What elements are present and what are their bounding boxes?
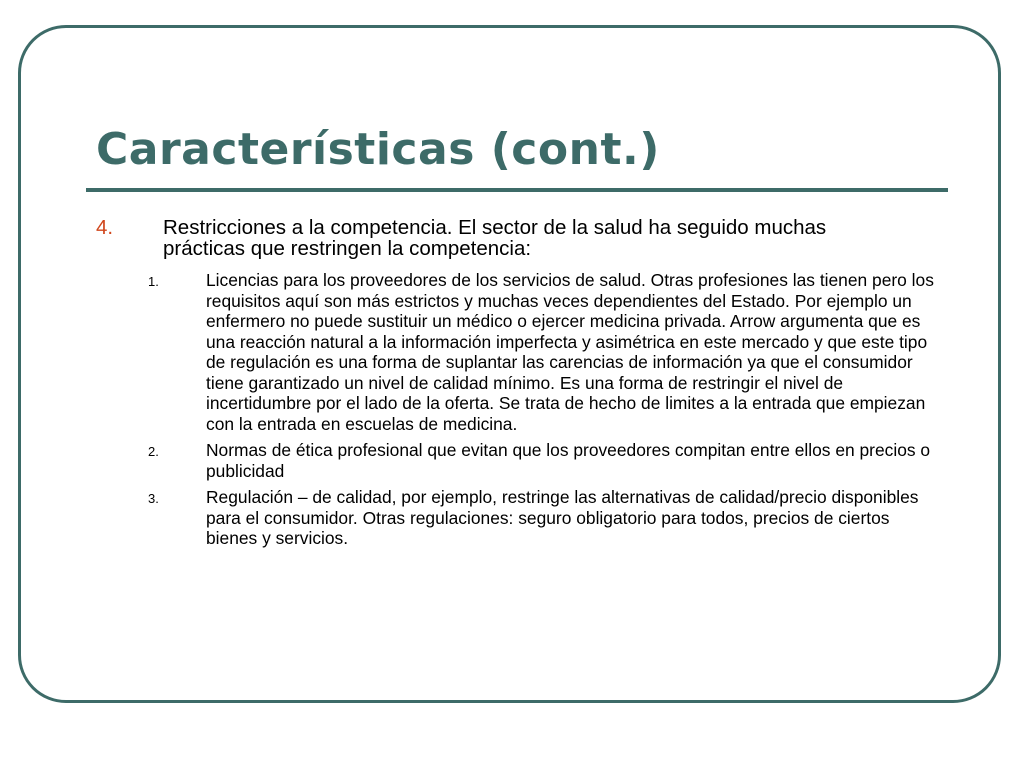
- sub-item-text: Regulación – de calidad, por ejemplo, restringe las alternativas de calidad/precio disponibles para el consumidor. Otras regulaciones: seguro obligatorio para todos, precios de ciertos bienes y servicios.: [206, 487, 919, 548]
- sub-item-number: 1.: [148, 274, 159, 289]
- list-item-text: Restricciones a la competencia. El sector de la salud ha seguido muchas prácticas que restringen la competencia:: [163, 216, 827, 260]
- sub-item-text: Normas de ética profesional que evitan que los proveedores compitan entre ellos en precios o publicidad: [206, 440, 931, 481]
- sub-item-2: [96, 440, 956, 481]
- sub-item-text: Licencias para los proveedores de los servicios de salud. Otras profesiones las tienen pero los requisitos aquí son más estrictos y muchas veces dependientes del Estado. Por ejemplo un enfermero no puede sustituir un médico o ejercer medicina privada. Arrow argumenta que es una reacción natural a la información imperfecta y asimétrica en este mercado y que este tipo de regulación es una forma de suplantar las carencias de información ya que el consumidor tiene garantizado un nivel de calidad mínimo. Es una forma de restringir el nivel de incertidumbre por el lado de la oferta. Se trata de hecho de limites a la entrada que empiezan con la entrada en escuelas de medicina.: [206, 270, 934, 434]
- list-item-number: 4.: [96, 216, 114, 239]
- slide-title: Características (cont.): [96, 124, 660, 175]
- list-item-4: [96, 217, 956, 259]
- sub-item-number: 3.: [148, 491, 159, 506]
- sub-item-number: 2.: [148, 444, 159, 459]
- sub-item-3: [96, 487, 956, 549]
- sub-item-1: [96, 270, 956, 434]
- slide-body: [96, 217, 956, 555]
- sub-list: [96, 270, 956, 549]
- title-underline: [86, 188, 948, 192]
